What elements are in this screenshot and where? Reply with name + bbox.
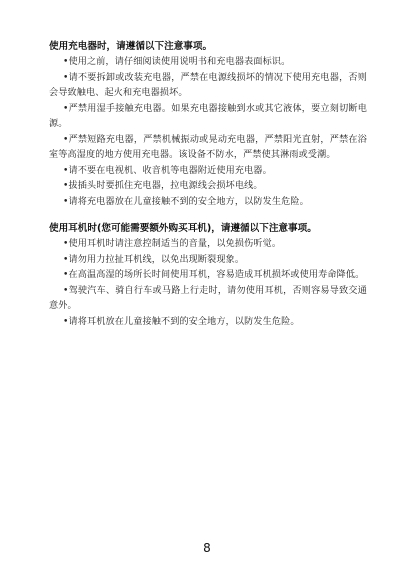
manual-page: [49, 40, 367, 330]
charger-section-title: 使用充电器时，请遵循以下注意事项。: [49, 41, 213, 52]
earphone-item-2: •请勿用力拉扯耳机线，以免出现断裂现象。: [63, 254, 245, 265]
charger-item-2: •请不要拆卸或改装充电器，严禁在电源线损坏的情况下使用充电器，否则会导致触电、起火和充电器损坏。: [49, 72, 367, 98]
earphone-item-1: •使用耳机时请注意控制适当的音量，以免损伤听觉。: [63, 239, 282, 249]
charger-item-7: •请将充电器放在儿童接触不到的安全地方，以防发生危险。: [63, 196, 309, 207]
earphone-item-5: •请将耳机放在儿童接触不到的安全地方，以防发生危险。: [63, 316, 300, 327]
charger-safety-section: [49, 40, 367, 210]
earphone-section-title: 使用耳机时(您可能需要额外购买耳机)，请遵循以下注意事项。: [49, 223, 317, 234]
earphone-safety-section: [49, 222, 367, 330]
charger-item-4: •严禁短路充电器，严禁机械振动或晃动充电器，严禁阳光直射，严禁在浴室等高湿度的地方使用充电器。该设备不防水，严禁使其淋雨或受潮。: [49, 134, 367, 160]
earphone-item-4: •驾驶汽车、骑自行车或马路上行走时，请勿使用耳机，否则容易导致交通意外。: [49, 285, 367, 311]
earphone-item-3: •在高温高湿的场所长时间使用耳机，容易造成耳机损坏或使用寿命降低。: [63, 270, 365, 280]
charger-item-3: •严禁用湿手接触充电器。如果充电器接触到水或其它液体，要立刻切断电源。: [49, 103, 367, 129]
charger-item-5: •请不要在电视机、收音机等电器附近使用充电器。: [63, 165, 272, 176]
charger-item-1: •使用之前，请仔细阅读使用说明书和充电器表面标识。: [63, 57, 291, 67]
page-number: 8: [203, 541, 211, 555]
charger-item-6: •拔插头时要抓住充电器，拉电源线会损坏电线。: [63, 181, 263, 191]
